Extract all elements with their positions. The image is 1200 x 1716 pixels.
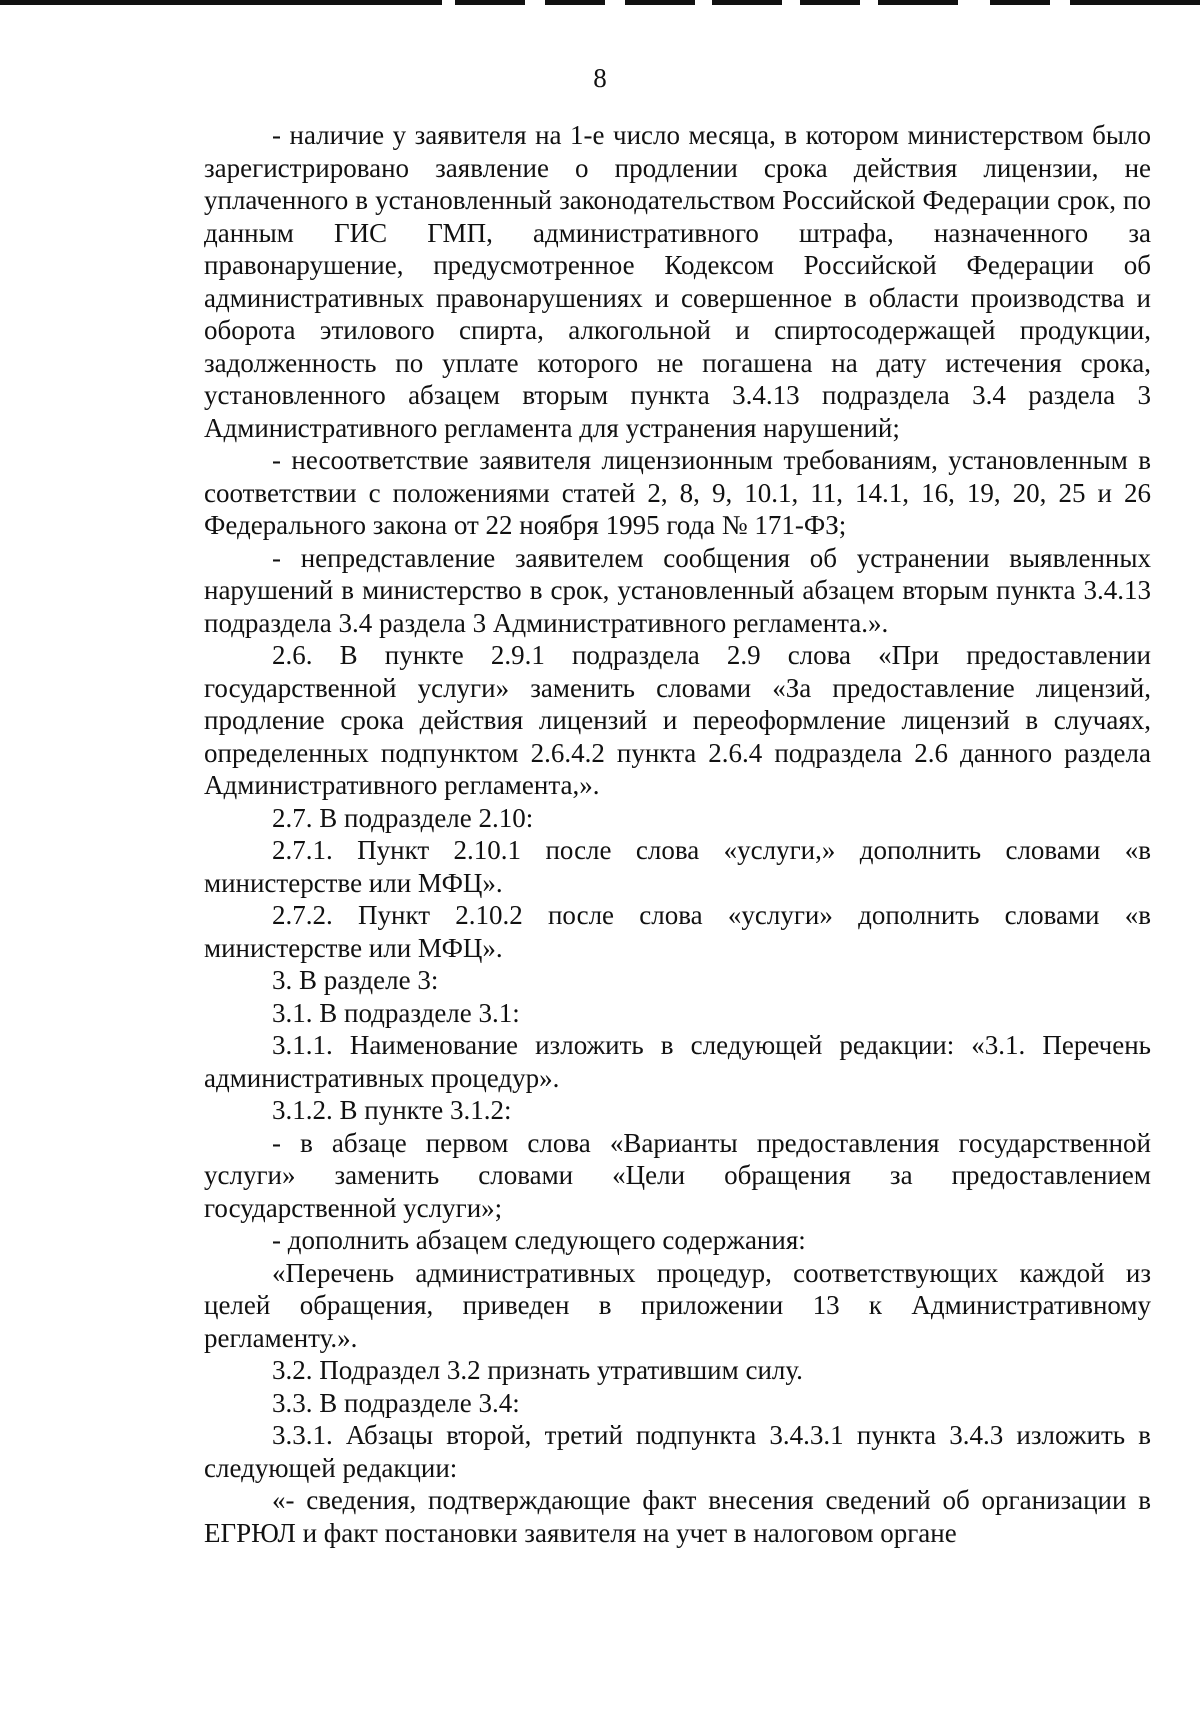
paragraph: - наличие у заявителя на 1-е число месяца, в котором министерством было зарегистрировано заявление о продлении срока действия лицензии, не уплаченного в установленный законодательством Российской Федерации срок, по данным ГИС ГМП, административного штрафа, назначенного за правонарушение, предусмотренное Кодексом Российской Федерации об административных правонарушениях и совершенное в области производства и оборота этилового спирта, алкогольной и спиртосодержащей продукции, задолженность по уплате которого не погашена на дату истечения срока, установленного абзацем вторым пункта 3.4.13 подраздела 3.4 раздела 3 Административного регламента для устранения нарушений; (204, 120, 1151, 443)
top-scan-border (545, 0, 605, 5)
page-number: 8 (593, 63, 607, 93)
paragraph: 2.7.2. Пункт 2.10.2 после слова «услуги» дополнить словами «в министерстве или МФЦ». (204, 900, 1151, 963)
paragraph: 3.1.2. В пункте 3.1.2: (272, 1095, 512, 1125)
paragraph: 2.6. В пункте 2.9.1 подраздела 2.9 слова «При предоставлении государственной услуги» заменить словами «За предоставление лицензий, продление срока действия лицензий и переоформление лицензий в случаях, определенных подпунктом 2.6.4.2 пункта 2.6.4 подраздела 2.6 данного раздела Административного регламента,». (204, 640, 1151, 800)
paragraph: 3.1. В подразделе 3.1: (272, 997, 520, 1028)
paragraph: «- сведения, подтверждающие факт внесения сведений об организации в ЕГРЮЛ и факт постановки заявителя на учет в налоговом органе (204, 1485, 1151, 1548)
paragraph: 3. В разделе 3: (272, 965, 439, 995)
top-scan-border (800, 0, 860, 5)
top-scan-border (878, 0, 958, 5)
top-scan-border (625, 0, 695, 5)
paragraph: - дополнить абзацем следующего содержания: (272, 1225, 806, 1255)
paragraph: 3.1.1. Наименование изложить в следующей редакции: «3.1. Перечень административных процедур». (204, 1030, 1151, 1093)
document-body (204, 119, 1151, 1549)
top-scan-border (1070, 0, 1200, 5)
top-scan-border (990, 0, 1050, 5)
paragraph: - несоответствие заявителя лицензионным требованиям, установленным в соответствии с положениями статей 2, 8, 9, 10.1, 11, 14.1, 16, 19, 20, 25 и 26 Федерального закона от 22 ноября 1995 года № 171-ФЗ; (204, 445, 1151, 540)
top-scan-border (455, 0, 525, 5)
paragraph: 3.3.1. Абзацы второй, третий подпункта 3.4.3.1 пункта 3.4.3 изложить в следующей редакции: (204, 1420, 1151, 1483)
paragraph: - непредставление заявителем сообщения об устранении выявленных нарушений в министерство в срок, установленный абзацем вторым пункта 3.4.13 подраздела 3.4 раздела 3 Административного регламента.». (204, 542, 1151, 638)
paragraph: 2.7. В подразделе 2.10: (272, 802, 534, 833)
top-scan-border (712, 0, 782, 5)
paragraph: 3.2. Подраздел 3.2 признать утратившим силу. (272, 1355, 803, 1385)
paragraph: - в абзаце первом слова «Варианты предоставления государственной услуги» заменить словами «Цели обращения за предоставлением государственной услуги»; (204, 1127, 1151, 1223)
paragraph: 3.3. В подразделе 3.4: (272, 1387, 520, 1418)
paragraph: 2.7.1. Пункт 2.10.1 после слова «услуги,» дополнить словами «в министерстве или МФЦ». (204, 835, 1151, 898)
paragraph: «Перечень административных процедур, соответствующих каждой из целей обращения, приведен в приложении 13 к Административному регламенту.». (204, 1257, 1151, 1353)
top-scan-border (0, 0, 442, 5)
